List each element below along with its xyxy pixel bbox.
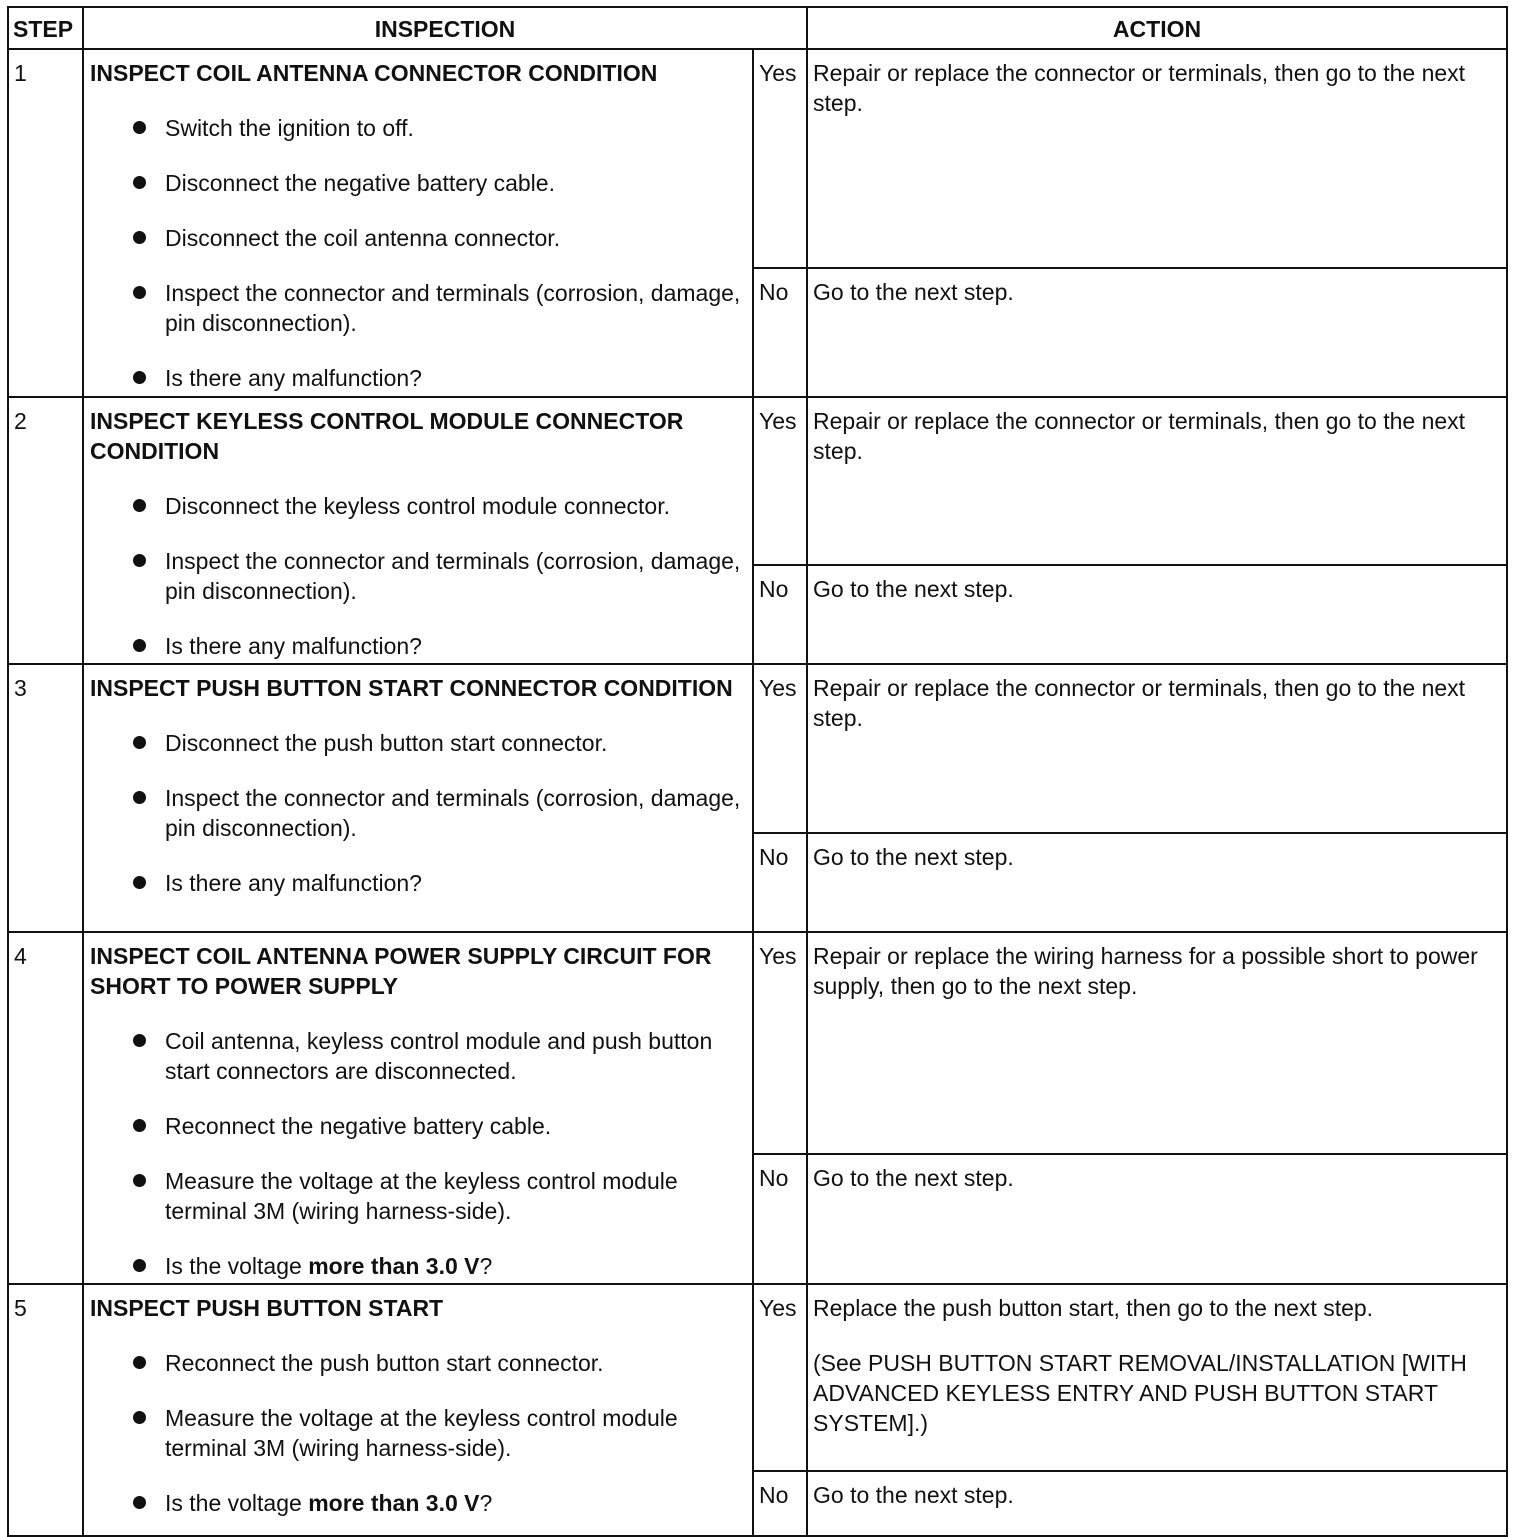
inspection-cell (83, 664, 753, 932)
inspection-bullets (90, 491, 746, 661)
inspection-cell (83, 932, 753, 1284)
bullet-icon (133, 639, 146, 652)
bullet-icon (133, 1259, 146, 1272)
no-label: No (753, 565, 807, 664)
header-action: ACTION (807, 7, 1507, 49)
bullet-icon (133, 554, 146, 567)
inspection-title: INSPECT PUSH BUTTON START (90, 1295, 444, 1321)
bullet-icon (133, 371, 146, 384)
inspection-bullets (90, 113, 746, 393)
action-text: Go to the next step. (813, 1165, 1014, 1191)
bullet-icon (133, 736, 146, 749)
yes-action (807, 397, 1507, 565)
step-number: 4 (8, 932, 83, 1284)
bullet-item: Inspect the connector and terminals (corrosion, damage, pin disconnection). (90, 546, 746, 606)
no-action (807, 1154, 1507, 1284)
bullet-item: Coil antenna, keyless control module and push button start connectors are disconnected. (90, 1026, 746, 1086)
bullet-item: Disconnect the push button start connector. (90, 728, 746, 758)
no-label: No (753, 1154, 807, 1284)
yes-action (807, 1284, 1507, 1471)
action-text: Go to the next step. (813, 844, 1014, 870)
bullet-item: Measure the voltage at the keyless control module terminal 3M (wiring harness-side). (90, 1403, 746, 1463)
step-number: 1 (8, 49, 83, 397)
action-reference: (See PUSH BUTTON START REMOVAL/INSTALLATION [WITH ADVANCED KEYLESS ENTRY AND PUSH BUTTON START SYSTEM].) (813, 1350, 1467, 1436)
inspection-cell (83, 1284, 753, 1536)
bullet-item: Measure the voltage at the keyless control module terminal 3M (wiring harness-side). (90, 1166, 746, 1226)
action-text: Repair or replace the connector or terminals, then go to the next step. (813, 60, 1466, 116)
yes-label: Yes (753, 49, 807, 268)
yes-action (807, 932, 1507, 1154)
bullet-item: Is there any malfunction? (90, 631, 746, 661)
step-row-yes (8, 49, 1507, 268)
yes-action (807, 664, 1507, 833)
step-number: 3 (8, 664, 83, 932)
step-row-yes (8, 1284, 1507, 1471)
action-text: Repair or replace the wiring harness for a possible short to power supply, then go to the next step. (813, 943, 1478, 999)
inspection-title: INSPECT COIL ANTENNA POWER SUPPLY CIRCUIT FOR SHORT TO POWER SUPPLY (90, 943, 712, 999)
bullet-icon (133, 1356, 146, 1369)
inspection-title: INSPECT COIL ANTENNA CONNECTOR CONDITION (90, 60, 658, 86)
action-text: Go to the next step. (813, 576, 1014, 602)
yes-action (807, 49, 1507, 268)
bullet-icon (133, 1034, 146, 1047)
bullet-item: Switch the ignition to off. (90, 113, 746, 143)
bullet-item: Reconnect the push button start connector. (90, 1348, 746, 1378)
bullet-item: Inspect the connector and terminals (corrosion, damage, pin disconnection). (90, 278, 746, 338)
header-inspection: INSPECTION (83, 7, 807, 49)
step-number: 5 (8, 1284, 83, 1536)
step-row-yes (8, 664, 1507, 833)
bullet-item: Disconnect the keyless control module connector. (90, 491, 746, 521)
troubleshooting-table (7, 6, 1508, 1537)
yes-label: Yes (753, 664, 807, 833)
yes-label: Yes (753, 397, 807, 565)
action-text: Repair or replace the connector or terminals, then go to the next step. (813, 675, 1466, 731)
inspection-bullets (90, 728, 746, 898)
inspection-bullets (90, 1348, 746, 1518)
no-label: No (753, 833, 807, 932)
no-action (807, 565, 1507, 664)
no-action (807, 268, 1507, 397)
step-number: 2 (8, 397, 83, 664)
step-row-yes (8, 397, 1507, 565)
step-row-yes (8, 932, 1507, 1154)
bullet-item: Is the voltage more than 3.0 V? (90, 1251, 746, 1281)
header-step: STEP (8, 7, 83, 49)
inspection-title: INSPECT KEYLESS CONTROL MODULE CONNECTOR CONDITION (90, 408, 684, 464)
bullet-icon (133, 1411, 146, 1424)
bullet-item: Disconnect the negative battery cable. (90, 168, 746, 198)
bullet-icon (133, 499, 146, 512)
bullet-icon (133, 231, 146, 244)
bullet-icon (133, 1174, 146, 1187)
header-row (8, 7, 1507, 49)
bullet-icon (133, 121, 146, 134)
action-text: Go to the next step. (813, 1482, 1014, 1508)
inspection-cell (83, 49, 753, 397)
inspection-cell (83, 397, 753, 664)
inspection-title: INSPECT PUSH BUTTON START CONNECTOR CONDITION (90, 675, 733, 701)
action-text: Replace the push button start, then go to the next step. (813, 1295, 1374, 1321)
bullet-item: Is the voltage more than 3.0 V? (90, 1488, 746, 1518)
bullet-item: Is there any malfunction? (90, 363, 746, 393)
bullet-icon (133, 286, 146, 299)
bullet-icon (133, 1496, 146, 1509)
no-action (807, 1471, 1507, 1536)
inspection-bullets (90, 1026, 746, 1281)
bullet-item: Reconnect the negative battery cable. (90, 1111, 746, 1141)
no-action (807, 833, 1507, 932)
bullet-icon (133, 176, 146, 189)
bullet-item: Inspect the connector and terminals (corrosion, damage, pin disconnection). (90, 783, 746, 843)
yes-label: Yes (753, 932, 807, 1154)
bullet-item: Is there any malfunction? (90, 868, 746, 898)
bullet-item: Disconnect the coil antenna connector. (90, 223, 746, 253)
no-label: No (753, 1471, 807, 1536)
bullet-icon (133, 791, 146, 804)
bullet-icon (133, 876, 146, 889)
action-text: Go to the next step. (813, 279, 1014, 305)
action-text: Repair or replace the connector or terminals, then go to the next step. (813, 408, 1466, 464)
no-label: No (753, 268, 807, 397)
bullet-icon (133, 1119, 146, 1132)
yes-label: Yes (753, 1284, 807, 1471)
